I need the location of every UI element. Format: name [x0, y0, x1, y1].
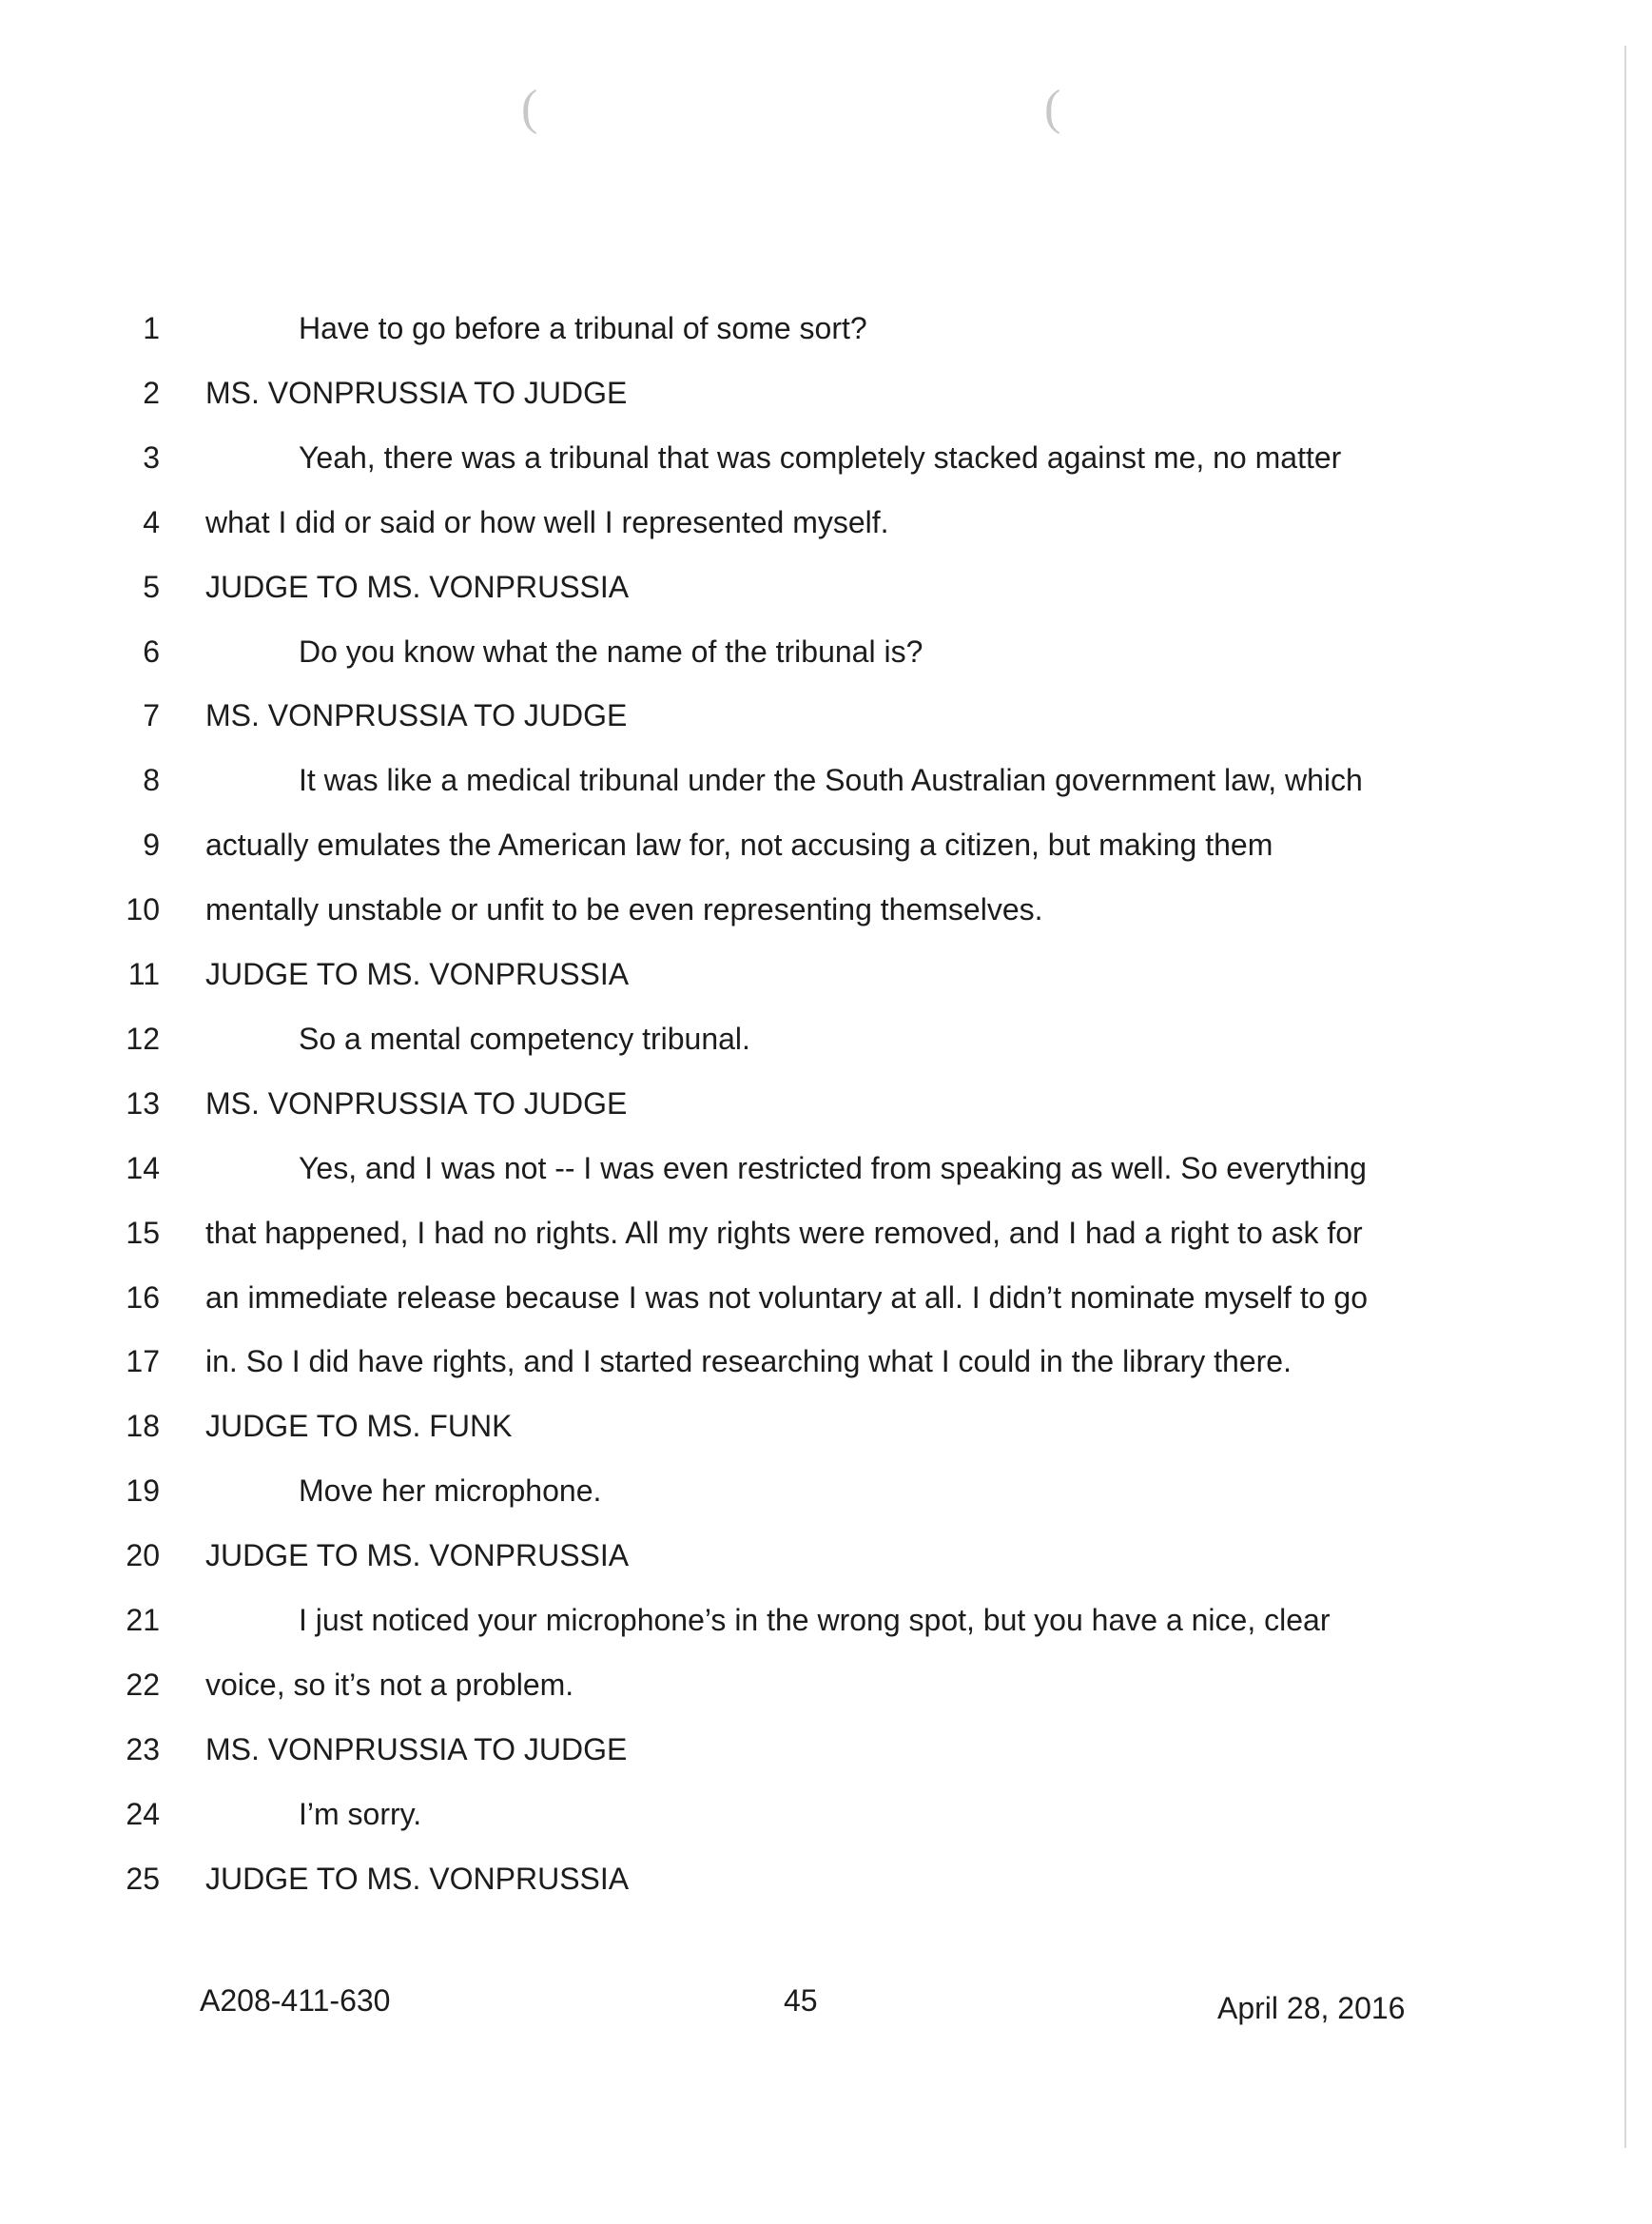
transcript-line	[0, 821, 1652, 868]
line-number: 9	[143, 828, 160, 863]
transcript-line	[0, 1661, 1652, 1708]
transcript-line	[0, 563, 1652, 611]
line-number: 15	[126, 1215, 160, 1250]
speaker-heading: JUDGE TO MS. VONPRUSSIA	[205, 569, 630, 604]
transcript-line	[0, 756, 1652, 804]
line-number: 7	[143, 698, 160, 733]
line-number: 12	[126, 1021, 160, 1056]
transcript-line	[0, 1274, 1652, 1321]
transcript-line	[0, 1402, 1652, 1450]
footer-page-number: 45	[784, 1983, 818, 2018]
line-number: 5	[143, 569, 160, 604]
transcript-line	[0, 1467, 1652, 1514]
line-number: 14	[126, 1150, 160, 1185]
transcript-line	[0, 1337, 1652, 1385]
speaker-heading: MS. VONPRUSSIA TO JUDGE	[205, 375, 628, 410]
transcript-line	[0, 369, 1652, 417]
transcript-line	[0, 628, 1652, 675]
line-number: 4	[143, 504, 160, 539]
scan-mark-left: (	[521, 81, 538, 135]
line-number: 8	[143, 763, 160, 798]
speaker-heading: MS. VONPRUSSIA TO JUDGE	[205, 1085, 628, 1121]
line-number: 18	[126, 1409, 160, 1444]
speaker-heading: JUDGE TO MS. VONPRUSSIA	[205, 1861, 630, 1896]
transcript-line	[0, 1726, 1652, 1773]
transcript-line	[0, 1209, 1652, 1257]
line-text: mentally unstable or unfit to be even representing themselves.	[205, 892, 1043, 927]
line-number: 22	[126, 1667, 160, 1702]
transcript-line	[0, 1531, 1652, 1579]
line-text: Move her microphone.	[299, 1473, 602, 1509]
line-text: I’m sorry.	[299, 1796, 422, 1831]
line-number: 21	[126, 1603, 160, 1637]
transcript-line	[0, 1080, 1652, 1127]
footer-date: April 28, 2016	[1217, 1991, 1406, 2025]
scan-mark-right: (	[1044, 81, 1061, 135]
line-text: an immediate release because I was not voluntary at all. I didn’t nominate myself to go	[205, 1279, 1368, 1315]
line-number: 25	[126, 1861, 160, 1896]
line-number: 20	[126, 1538, 160, 1573]
line-number: 3	[143, 439, 160, 475]
transcript-line	[0, 1855, 1652, 1902]
transcript-line	[0, 1144, 1652, 1192]
line-text: that happened, I had no rights. All my rights were removed, and I had a right to ask for	[205, 1215, 1363, 1250]
line-number: 19	[126, 1473, 160, 1509]
transcript-line	[0, 1790, 1652, 1838]
line-text: I just noticed your microphone’s in the wrong spot, but you have a nice, clear	[299, 1603, 1331, 1637]
line-text: So a mental competency tribunal.	[299, 1021, 750, 1056]
line-number: 17	[126, 1344, 160, 1379]
speaker-heading: MS. VONPRUSSIA TO JUDGE	[205, 698, 628, 733]
line-number: 16	[126, 1279, 160, 1315]
line-text: Do you know what the name of the tribunal is?	[299, 634, 923, 669]
line-number: 13	[126, 1085, 160, 1121]
transcript-line	[0, 304, 1652, 352]
line-number: 10	[126, 892, 160, 927]
speaker-heading: JUDGE TO MS. VONPRUSSIA	[205, 1538, 630, 1573]
line-text: actually emulates the American law for, not accusing a citizen, but making them	[205, 828, 1273, 863]
speaker-heading: JUDGE TO MS. FUNK	[205, 1409, 513, 1444]
line-text: Yeah, there was a tribunal that was completely stacked against me, no matter	[299, 439, 1342, 475]
transcript-line	[0, 1596, 1652, 1644]
line-number: 2	[143, 375, 160, 410]
footer-case-number: A208-411-630	[200, 1983, 391, 2018]
line-text: in. So I did have rights, and I started researching what I could in the library there.	[205, 1344, 1292, 1379]
speaker-heading: JUDGE TO MS. VONPRUSSIA	[205, 957, 630, 991]
transcript-line	[0, 434, 1652, 481]
line-text: It was like a medical tribunal under the South Australian government law, which	[299, 763, 1363, 798]
transcript-line	[0, 1015, 1652, 1063]
line-number: 1	[143, 311, 160, 345]
line-text: voice, so it’s not a problem.	[205, 1667, 574, 1702]
transcript-line	[0, 498, 1652, 546]
line-number: 23	[126, 1731, 160, 1766]
line-text: Have to go before a tribunal of some sort?	[299, 311, 867, 345]
line-number: 24	[126, 1796, 160, 1831]
transcript-line	[0, 692, 1652, 739]
line-text: Yes, and I was not -- I was even restricted from speaking as well. So everything	[299, 1150, 1367, 1185]
line-number: 11	[127, 957, 160, 991]
transcript-line	[0, 950, 1652, 998]
transcript-line	[0, 886, 1652, 933]
speaker-heading: MS. VONPRUSSIA TO JUDGE	[205, 1731, 628, 1766]
line-number: 6	[143, 634, 160, 669]
line-text: what I did or said or how well I represented myself.	[205, 504, 889, 539]
